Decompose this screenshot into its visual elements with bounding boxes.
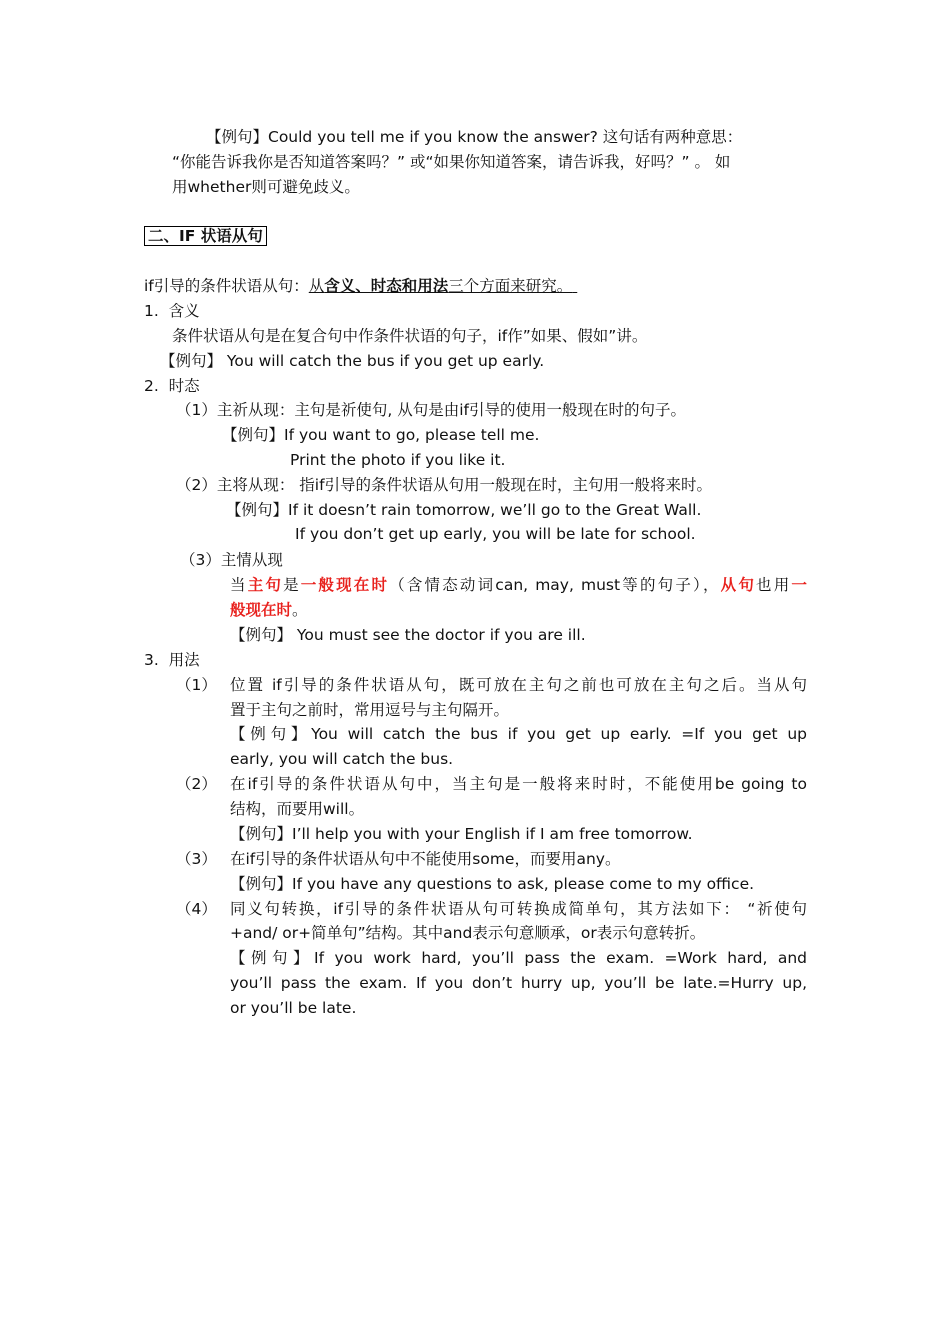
s2-p1-example-1: 【例句】If you want to go, please tell me.	[222, 426, 540, 444]
s3-item-2-line-3: 【例句】I’ll help you with your English if I am free tomorrow.	[230, 825, 693, 843]
s3-item-2-line-2: 结构，而要用will。	[230, 800, 365, 818]
lead-underlined: 从含义、时态和用法三个方面来研究。	[308, 277, 573, 295]
s3-item-1-num: （1）	[176, 676, 217, 694]
intro-line-1: 【例句】Could you tell me if you know the answer? 这句话有两种意思：	[206, 128, 743, 146]
section-title: 二、IF 状语从句	[144, 224, 267, 248]
s3-item-4-line-2: +and/ or+简单句”结构。其中and表示句意顺承，or表示句意转折。	[230, 924, 706, 942]
s3-item-1-line-1: 位置 if引导的条件状语从句，既可放在主句之前也可放在主句之后。当从句	[230, 676, 807, 694]
s2-p3-line-1: 当主句是一般现在时（含情态动词can, may, must等的句子），从句也用一	[230, 576, 807, 594]
s2-p3: （3）主情从现	[180, 551, 283, 569]
lead-prefix: if引导的条件状语从句：	[144, 277, 309, 295]
s2-p1-example-2: Print the photo if you like it.	[290, 451, 506, 469]
s3-item-2-line-1: 在if引导的条件状语从句中，当主句是一般将来时时，不能使用be going to	[230, 775, 807, 793]
s3-item-4-num: （4）	[176, 900, 217, 918]
s3-item-3-line-1: 在if引导的条件状语从句中不能使用some，而要用any。	[230, 850, 621, 868]
s3-heading: 3. 用法	[144, 651, 200, 669]
s3-item-3-line-2: 【例句】If you have any questions to ask, please come to my office.	[230, 875, 755, 893]
s1-example: 【例句】 You will catch the bus if you get up early.	[160, 352, 545, 370]
s2-p1: （1）主祈从现：主句是祈使句, 从句是由if引导的使用一般现在时的句子。	[176, 401, 686, 419]
s3-item-1-line-4: early, you will catch the bus.	[230, 750, 454, 768]
s3-item-3-num: （3）	[176, 850, 217, 868]
s3-item-4-line-4: you’ll pass the exam. If you don’t hurry up, you’ll be late.=Hurry up,	[230, 974, 807, 992]
s3-item-4-line-3: 【例句】If you work hard, you’ll pass the exam. =Work hard, and	[230, 949, 807, 967]
s1-heading: 1. 含义	[144, 302, 200, 320]
s2-p2: （2）主将从现： 指if引导的条件状语从句用一般现在时，主句用一般将来时。	[176, 476, 713, 494]
s3-item-2-num: （2）	[176, 775, 217, 793]
intro-line-3: 用whether则可避免歧义。	[172, 178, 360, 196]
s2-p3-line-2: 般现在时。	[230, 601, 308, 619]
lead-line	[144, 274, 577, 298]
s2-p3-example: 【例句】 You must see the doctor if you are ill.	[230, 626, 586, 644]
s1-body: 条件状语从句是在复合句中作条件状语的句子，if作”如果、假如”讲。	[172, 327, 648, 345]
s3-item-1-line-3: 【例句】You will catch the bus if you get up early. =If you get up	[230, 725, 807, 743]
s3-item-1-line-2: 置于主句之前时，常用逗号与主句隔开。	[230, 701, 510, 719]
s2-heading: 2. 时态	[144, 377, 200, 395]
s2-p2-example-1: 【例句】If it doesn’t rain tomorrow, we’ll go to the Great Wall.	[226, 501, 702, 519]
s3-item-4-line-1: 同义句转换，if引导的条件状语从句可转换成简单句，其方法如下： “祈使句	[230, 900, 807, 918]
s2-p2-example-2: If you don’t get up early, you will be late for school.	[295, 525, 696, 543]
intro-line-2: “你能告诉我你是否知道答案吗？” 或“如果你知道答案，请告诉我，好吗？” 。 如	[172, 153, 731, 171]
s3-item-4-line-5: or you’ll be late.	[230, 999, 357, 1017]
